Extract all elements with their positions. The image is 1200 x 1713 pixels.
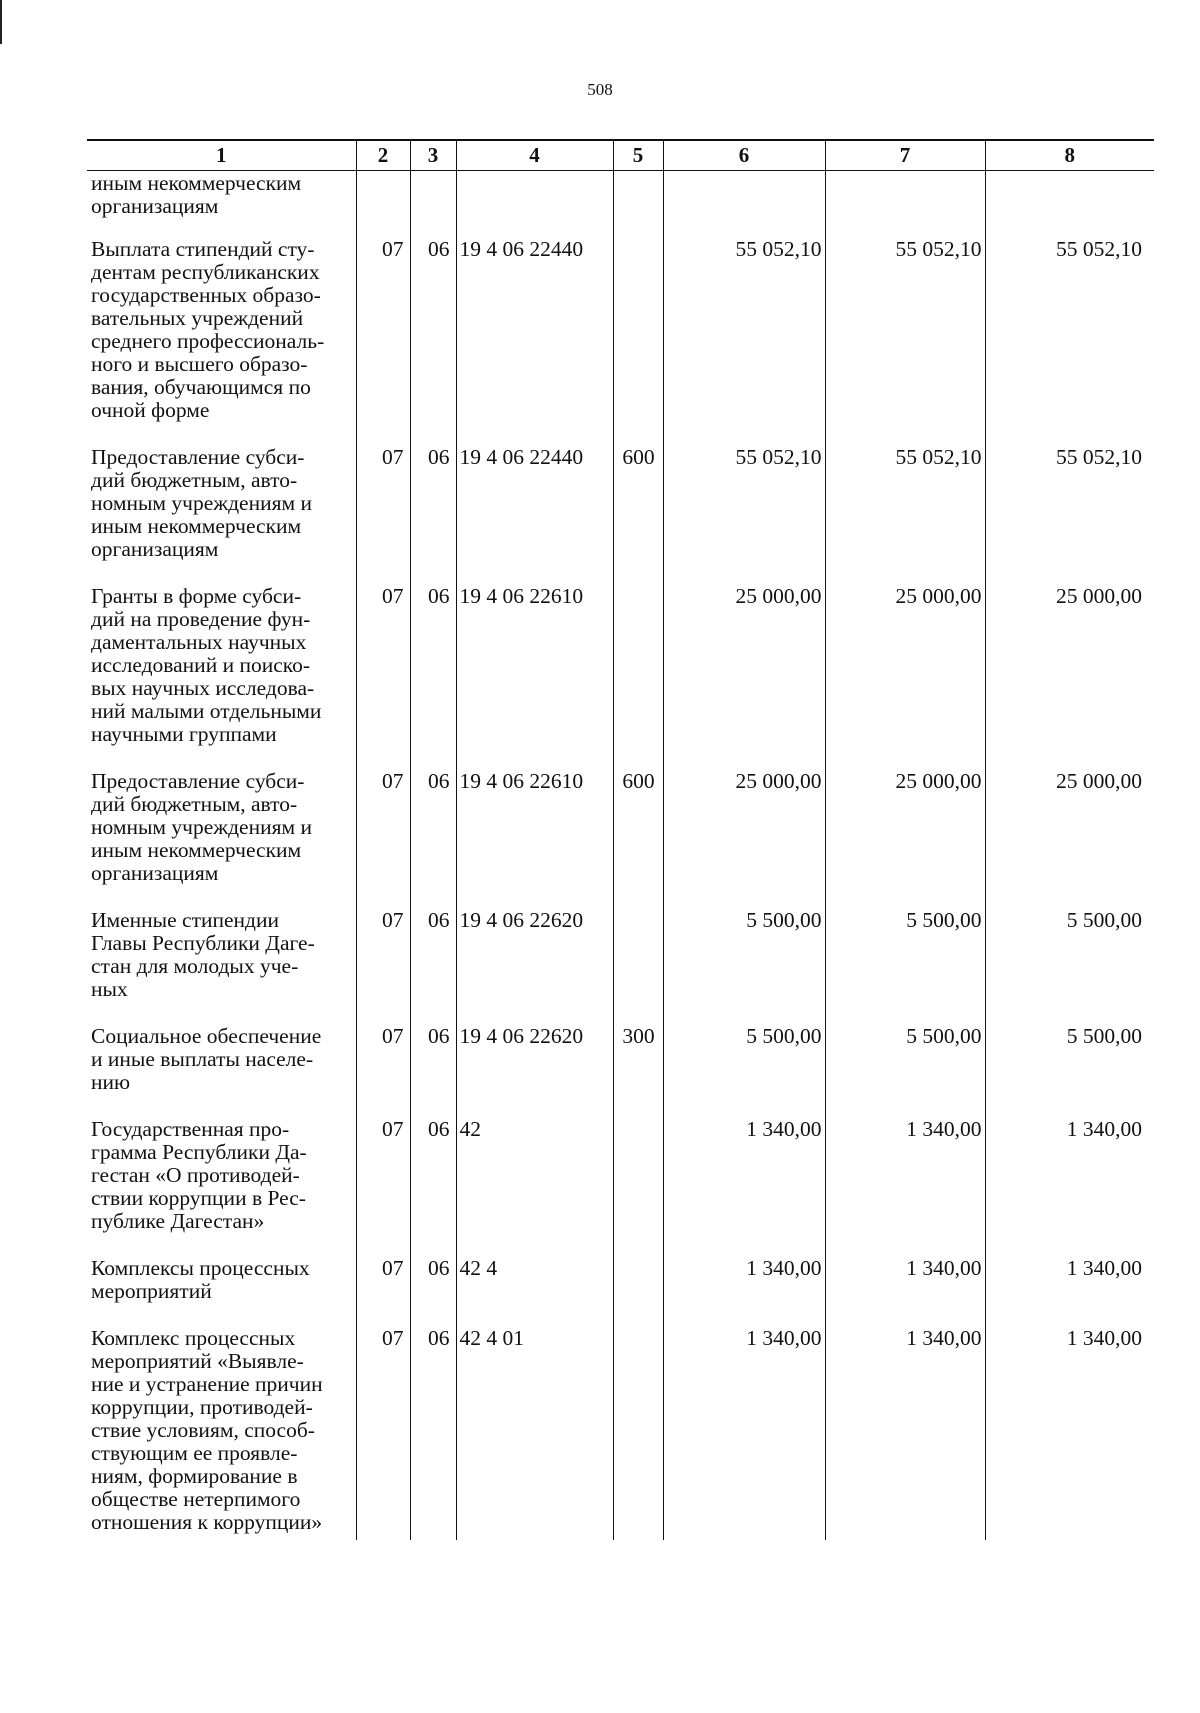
table-row [87,1257,1154,1327]
section-code-cell: 07 [356,1025,410,1118]
amount-col8-cell: 25 000,00 [985,770,1154,909]
amount-col8-cell: 5 500,00 [985,909,1154,1025]
amount-col6-cell: 5 500,00 [663,909,825,1025]
amount-col7-cell: 55 052,10 [825,238,985,446]
amount-col8-cell: 5 500,00 [985,1025,1154,1118]
table-row [87,770,1154,909]
row-name-cell: иным некоммерческим организациям [91,171,302,218]
subsection-code-cell: 06 [410,1025,456,1118]
amount-col8-cell [985,171,1154,239]
amount-col7-cell: 1 340,00 [825,1257,985,1327]
amount-col6-cell: 25 000,00 [663,770,825,909]
subsection-code-cell: 06 [410,238,456,446]
column-header: 8 [985,140,1154,171]
target-article-cell: 19 4 06 22610 [456,585,613,770]
expense-type-cell [613,171,663,239]
row-name-cell: Именные стипендии Главы Республики Даге- стан для молодых уче- ных [91,908,315,1001]
section-code-cell: 07 [356,1327,410,1540]
column-header: 5 [613,140,663,171]
subsection-code-cell: 06 [410,585,456,770]
budget-table [87,139,1154,1540]
target-article-cell: 19 4 06 22620 [456,909,613,1025]
scan-edge-line [0,0,2,44]
amount-col7-cell: 5 500,00 [825,1025,985,1118]
amount-col6-cell: 1 340,00 [663,1327,825,1540]
row-name-cell: Гранты в форме субси- дий на проведение фун- даментальных научных исследований и поиско- вых научных исследова- ний малыми отдельными научными группами [91,584,322,746]
amount-col7-cell: 25 000,00 [825,770,985,909]
subsection-code-cell: 06 [410,909,456,1025]
expense-type-cell [613,909,663,1025]
amount-col6-cell: 25 000,00 [663,585,825,770]
table-row [87,446,1154,585]
amount-col8-cell: 1 340,00 [985,1118,1154,1257]
row-name-cell: Выплата стипендий сту- дентам республиканских государственных образо- вательных учреждений среднего профессиональ- ного и высшего образо- вания, обучающимся по очной форме [91,237,325,422]
amount-col7-cell: 1 340,00 [825,1118,985,1257]
page-number: 508 [587,80,613,99]
expense-type-cell [613,1257,663,1327]
table-row [87,171,1154,239]
amount-col6-cell: 1 340,00 [663,1257,825,1327]
section-code-cell: 07 [356,585,410,770]
column-header: 7 [825,140,985,171]
target-article-cell: 42 4 [456,1257,613,1327]
amount-col6-cell: 55 052,10 [663,446,825,585]
subsection-code-cell: 06 [410,1327,456,1540]
column-header: 3 [410,140,456,171]
section-code-cell [356,171,410,239]
section-code-cell: 07 [356,909,410,1025]
expense-type-cell: 600 [613,446,663,585]
section-code-cell: 07 [356,1118,410,1257]
table-row [87,1025,1154,1118]
expense-type-cell: 300 [613,1025,663,1118]
subsection-code-cell: 06 [410,770,456,909]
amount-col7-cell: 1 340,00 [825,1327,985,1540]
section-code-cell: 07 [356,446,410,585]
table-row [87,585,1154,770]
expense-type-cell [613,238,663,446]
target-article-cell: 42 [456,1118,613,1257]
amount-col7-cell: 55 052,10 [825,446,985,585]
amount-col8-cell: 55 052,10 [985,446,1154,585]
section-code-cell: 07 [356,238,410,446]
table-header-row [87,140,1154,171]
amount-col6-cell [663,171,825,239]
target-article-cell [456,171,613,239]
amount-col8-cell: 25 000,00 [985,585,1154,770]
column-header: 2 [356,140,410,171]
expense-type-cell [613,1327,663,1540]
amount-col7-cell: 5 500,00 [825,909,985,1025]
amount-col6-cell: 55 052,10 [663,238,825,446]
row-name-cell: Социальное обеспечение и иные выплаты населе- нию [91,1024,322,1094]
subsection-code-cell: 06 [410,1257,456,1327]
amount-col6-cell: 5 500,00 [663,1025,825,1118]
row-name-cell: Комплексы процессных мероприятий [91,1256,310,1303]
target-article-cell: 19 4 06 22620 [456,1025,613,1118]
row-name-cell: Предоставление субси- дий бюджетным, авто- номным учреждениям и иным некоммерческим организациям [91,769,312,885]
table-row [87,1118,1154,1257]
amount-col6-cell: 1 340,00 [663,1118,825,1257]
expense-type-cell [613,1118,663,1257]
row-name-cell: Предоставление субси- дий бюджетным, авто- номным учреждениям и иным некоммерческим организациям [91,445,312,561]
subsection-code-cell: 06 [410,1118,456,1257]
column-header: 6 [663,140,825,171]
target-article-cell: 19 4 06 22610 [456,770,613,909]
row-name-cell: Государственная про- грамма Республики Да- гестан «О противодей- ствии коррупции в Рес- публике Дагестан» [91,1117,307,1233]
table-row [87,1327,1154,1540]
target-article-cell: 42 4 01 [456,1327,613,1540]
column-header: 4 [456,140,613,171]
amount-col8-cell: 1 340,00 [985,1327,1154,1540]
section-code-cell: 07 [356,770,410,909]
amount-col8-cell: 55 052,10 [985,238,1154,446]
column-header: 1 [87,140,356,171]
subsection-code-cell: 06 [410,446,456,585]
section-code-cell: 07 [356,1257,410,1327]
expense-type-cell [613,585,663,770]
amount-col7-cell [825,171,985,239]
row-name-cell: Комплекс процессных мероприятий «Выявле- ние и устранение причин коррупции, противодей- ствие условиям, способ- ствующим ее проявле- ниям, формирование в обществе нетерпимого отношения к коррупции» [91,1326,323,1534]
target-article-cell: 19 4 06 22440 [456,238,613,446]
amount-col8-cell: 1 340,00 [985,1257,1154,1327]
table-row [87,909,1154,1025]
expense-type-cell: 600 [613,770,663,909]
target-article-cell: 19 4 06 22440 [456,446,613,585]
table-row [87,238,1154,446]
amount-col7-cell: 25 000,00 [825,585,985,770]
subsection-code-cell [410,171,456,239]
